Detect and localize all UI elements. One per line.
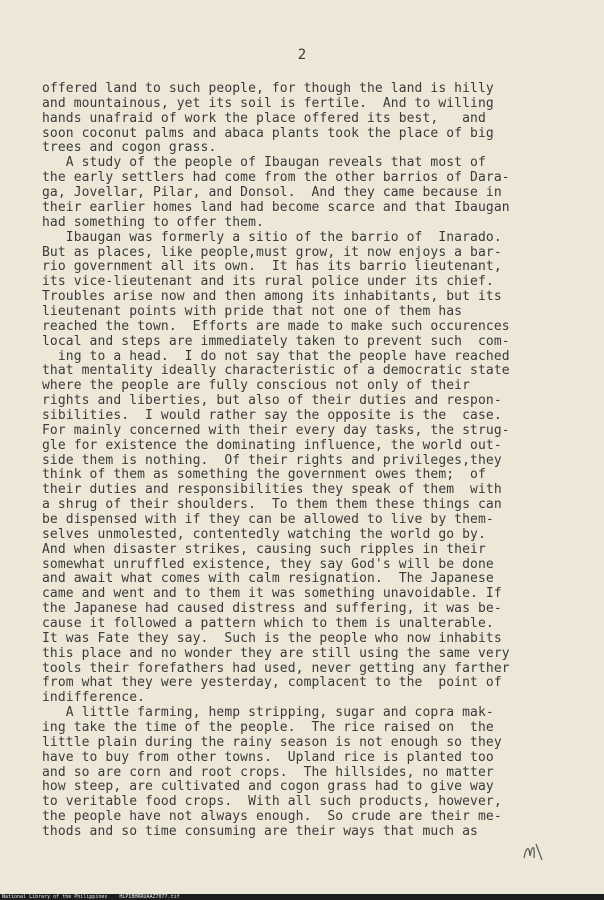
text-line: and so are corn and root crops. The hillsides, no matter (42, 764, 494, 780)
text-line: soon coconut palms and abaca plants took the place of big (42, 125, 494, 141)
text-line: It was Fate they say. Such is the people who now inhabits (42, 630, 502, 646)
text-line: rights and liberties, but also of their duties and respon- (42, 393, 502, 409)
text-line: be dispensed with if they can be allowed to live by them- (42, 511, 494, 527)
text-line: that mentality ideally characteristic of a democratic state (42, 363, 510, 379)
text-line: A little farming, hemp stripping, sugar and copra mak- (42, 705, 494, 721)
text-line: lieutenant points with pride that not one of them has (42, 303, 463, 319)
text-line: ga, Jovellar, Pilar, and Donsol. And they came because in (42, 185, 502, 200)
handwritten-mark (520, 838, 546, 864)
text-line: the Japanese had caused distress and suffering, it was be- (42, 601, 502, 617)
text-line: thods and so time consuming are their ways that much as (42, 824, 478, 839)
text-line: reached the town. Efforts are made to make such occurences (42, 318, 510, 334)
text-line: Troubles arise now and then among its inhabitants, but its (42, 289, 502, 304)
text-line: and mountainous, yet its soil is fertile. And to willing (42, 95, 494, 111)
text-line: their duties and responsibilities they speak of them with (42, 482, 502, 498)
text-line: came and went and to them it was something unavoidable. If (42, 586, 502, 602)
text-line: a shrug of their shoulders. To them them these things can (42, 497, 502, 513)
text-line: Ibaugan was formerly a sitio of the barrio of Inarado. (42, 229, 502, 245)
text-line: their earlier homes land had become scarce and that Ibaugan (42, 199, 510, 215)
text-line: offered land to such people, for though the land is hilly (42, 81, 494, 96)
text-line: cause it followed a pattern which to them is unalterable. (42, 616, 494, 631)
text-line: where the people are fully conscious not only of their (42, 378, 471, 394)
text-line: the people have not always enough. So crude are their me- (42, 809, 502, 825)
text-line: think of them as something the government owes them; of (42, 467, 486, 483)
footer-text: National Library of the Philippines HLPIBHRRUAAZ7077.tif (2, 894, 180, 900)
text-line: ing to a head. I do not say that the people have reached (42, 348, 510, 364)
text-line: little plain during the rainy season is not enough so they (42, 734, 502, 750)
text-line: And when disaster strikes, causing such ripples in their (42, 541, 486, 557)
text-line: indifference. (42, 690, 146, 706)
text-line: had something to offer them. (42, 214, 264, 230)
text-line: have to buy from other towns. Upland rice is planted too (42, 749, 494, 765)
text-line: A study of the people of Ibaugan reveals that most of (42, 155, 486, 171)
text-line: this place and no wonder they are still using the same very (42, 645, 510, 661)
page-number: 2 (297, 47, 307, 63)
text-line: how steep, are cultivated and cogon grass had to give way (42, 779, 494, 795)
text-line: For mainly concerned with their every day tasks, the strug- (42, 422, 510, 438)
text-line: tools their forefathers had used, never getting any farther (42, 660, 510, 676)
text-line: But as places, like people,must grow, it now enjoys a bar- (42, 244, 502, 260)
text-line: somewhat unruffled existence, they say God's will be done (42, 556, 494, 572)
text-line: ing take the time of the people. The rice raised on the (42, 720, 494, 735)
text-line: the early settlers had come from the other barrios of Dara- (42, 170, 510, 186)
text-line: selves unmolested, contentedly watching the world go by. (42, 526, 486, 542)
text-line: and await what comes with calm resignation. The Japanese (42, 571, 494, 587)
text-line: local and steps are immediately taken to prevent such com- (42, 333, 510, 349)
text-line: trees and cogon grass. (42, 140, 217, 156)
text-line: gle for existence the dominating influence, the world out- (42, 437, 502, 453)
text-line: to veritable food crops. With all such products, however, (42, 794, 502, 810)
text-line: side them is nothing. Of their rights and privileges,they (42, 452, 502, 468)
text-line: rio government all its own. It has its barrio lieutenant, (42, 259, 502, 275)
text-line: from what they were yesterday, complacent to the point of (42, 675, 502, 691)
text-line: hands unafraid of work the place offered its best, and (42, 110, 486, 126)
text-line: its vice-lieutenant and its rural police under its chief. (42, 274, 494, 290)
text-line: sibilities. I would rather say the opposite is the case. (42, 407, 502, 423)
